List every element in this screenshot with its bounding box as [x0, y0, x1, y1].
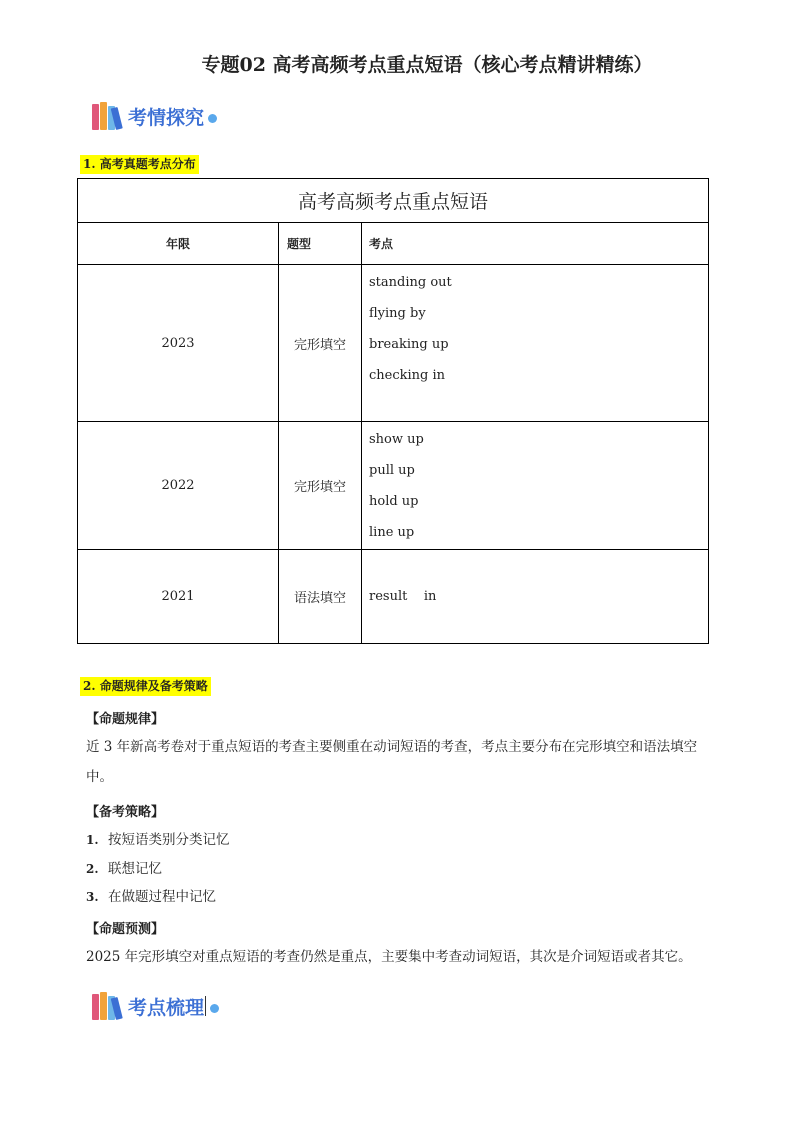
row-type: 完形填空: [279, 265, 362, 422]
text-cursor: [205, 996, 206, 1016]
section1-heading: 1. 高考真题考点分布: [80, 155, 199, 174]
list-item: [86, 828, 230, 848]
section2-heading: 2. 命题规律及备考策略: [80, 677, 211, 696]
point-item: pull up: [369, 463, 415, 478]
point-item: flying by: [369, 306, 426, 321]
list-item: [86, 857, 162, 877]
table-row: [78, 422, 709, 550]
predict-text: 2025 年完形填空对重点短语的考查仍然是重点，主要集中考查动词短语，其次是介词短语或者其它。: [86, 949, 692, 965]
row-year: 2022: [78, 422, 279, 550]
dot-icon: [210, 1004, 219, 1013]
point-item: standing out: [369, 275, 452, 290]
list-text: 在做题过程中记忆: [108, 889, 216, 905]
point-item: breaking up: [369, 337, 449, 352]
point-item: hold up: [369, 494, 419, 509]
row-year: 2023: [78, 265, 279, 422]
list-number: 2.: [86, 862, 99, 876]
row-type: 完形填空: [279, 422, 362, 550]
point-item: line up: [369, 525, 415, 540]
banner-title: 考情探究: [128, 106, 205, 129]
list-text: 按短语类别分类记忆: [108, 832, 230, 848]
header-type: 题型: [279, 223, 362, 265]
section-banner-key-points: [92, 990, 219, 1022]
document-title: 专题02 高考高频考点重点短语（核心考点精讲精练）: [201, 54, 653, 76]
list-number: 3.: [86, 890, 99, 904]
books-icon: [92, 992, 126, 1020]
rule-title: 【命题规律】: [86, 712, 165, 727]
rule-text: 近 3 年新高考卷对于重点短语的考查主要侧重在动词短语的考查，考点主要分布在完形填空和语法填空中。: [86, 739, 698, 785]
predict-title: 【命题预测】: [86, 922, 165, 937]
table-row: [78, 265, 709, 422]
row-year: 2021: [78, 550, 279, 644]
point-item: result in: [369, 589, 437, 604]
table-caption: 高考高频考点重点短语: [78, 179, 709, 223]
exam-points-table: [77, 178, 709, 644]
strategy-title: 【备考策略】: [86, 805, 165, 820]
table-row: [78, 550, 709, 644]
dot-icon: [208, 114, 217, 123]
header-year: 年限: [78, 223, 279, 265]
row-type: 语法填空: [279, 550, 362, 644]
list-number: 1.: [86, 833, 99, 847]
banner-title: 考点梳理: [128, 996, 205, 1019]
header-points: 考点: [362, 223, 709, 265]
point-item: checking in: [369, 368, 446, 383]
list-item: [86, 885, 216, 905]
section-banner-exam-analysis: [92, 100, 217, 132]
books-icon: [92, 102, 126, 130]
point-item: show up: [369, 432, 424, 447]
list-text: 联想记忆: [108, 861, 162, 877]
